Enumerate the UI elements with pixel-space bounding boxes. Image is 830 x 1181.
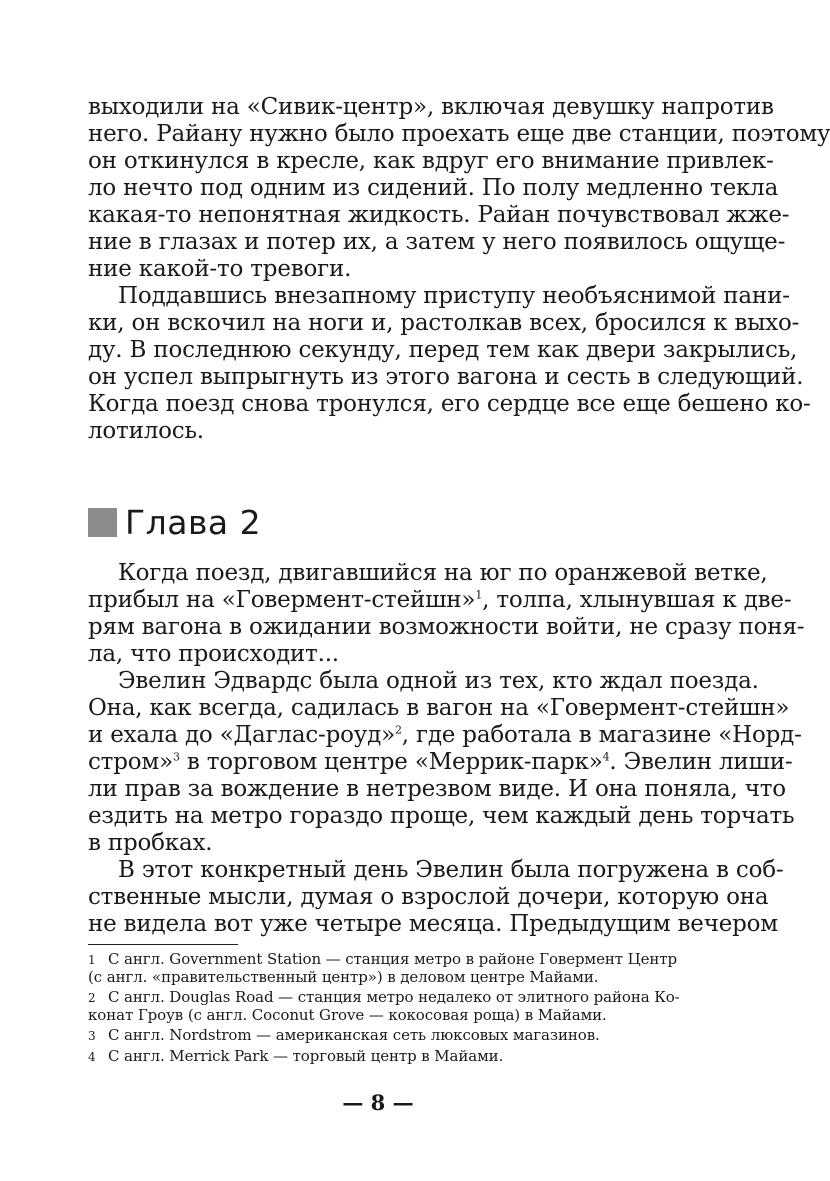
text-line: в пробках.	[88, 830, 213, 856]
footnote-line: С англ. Nordstrom — американская сеть люксовых магазинов.	[108, 1026, 600, 1044]
text-line: ние какой-то тревоги.	[88, 256, 352, 282]
text-line: стром»$^3$ в торговом центре «Меррик-парк»$^4$. Эвелин лиши-	[88, 749, 793, 775]
text-line: он откинулся в кресле, как вдруг его внимание привлек-	[88, 148, 774, 174]
text-line: не видела вот уже четыре месяца. Предыдущим вечером	[88, 911, 778, 937]
text-line: рям вагона в ожидании возможности войти, не сразу поня-	[88, 614, 805, 640]
footnote-line: С англ. Government Station — станция метро в районе Говермент Центр	[108, 950, 677, 968]
chapter-title: Глава 2	[125, 503, 262, 542]
text-line: Она, как всегда, садилась в вагон на «Говермент-стейшн»	[88, 695, 790, 721]
text-line: лотилось.	[88, 418, 204, 444]
text-line: прибыл на «Говермент-стейшн»$^1$, толпа, хлынувшая к две-	[88, 587, 792, 613]
text-line: него. Райану нужно было проехать еще две станции, поэтому	[88, 121, 830, 147]
footnote-line: конат Гроув (с англ. Coconut Grove — кокосовая роща) в Майами.	[88, 1006, 607, 1024]
text-line: какая-то непонятная жидкость. Райан почувствовал жже-	[88, 202, 790, 228]
text-line: ло нечто под одним из сидений. По полу медленно текла	[88, 175, 779, 201]
text-line: и ехала до «Даглас-роуд»$^2$, где работала в магазине «Норд-	[88, 722, 802, 748]
footnote-number: 4	[88, 1050, 96, 1064]
text-line: Когда поезд, двигавшийся на юг по оранжевой ветке,	[118, 560, 768, 586]
footnote-line: С англ. Merrick Park — торговый центр в Майами.	[108, 1047, 504, 1065]
footnote-ref: 4	[602, 750, 610, 764]
text-line: он успел выпрыгнуть из этого вагона и сесть в следующий.	[88, 364, 804, 390]
text-line: В этот конкретный день Эвелин была погружена в соб-	[118, 857, 784, 883]
text-line: ездить на метро гораздо проще, чем каждый день торчать	[88, 803, 795, 829]
footnote-ref: 1	[475, 588, 483, 602]
text-line: Эвелин Эдвардс была одной из тех, кто ждал поезда.	[118, 668, 759, 694]
text-line: ду. В последнюю секунду, перед тем как двери закрылись,	[88, 337, 798, 363]
footnote-number: 1	[88, 953, 96, 967]
footnote-number: 3	[88, 1029, 96, 1043]
chapter-marker-square	[88, 508, 117, 537]
text-line: ки, он вскочил на ноги и, растолкав всех, бросился к выхо-	[88, 310, 800, 336]
text-line: Поддавшись внезапному приступу необъяснимой пани-	[118, 283, 790, 309]
footnote-ref: 2	[394, 723, 402, 737]
text-line: ла, что происходит...	[88, 641, 339, 667]
text-line: ние в глазах и потер их, а затем у него появилось ощуще-	[88, 229, 786, 255]
footnote-line: (с англ. «правительственный центр») в деловом центре Майами.	[88, 968, 599, 986]
text-line: Когда поезд снова тронулся, его сердце все еще бешено ко-	[88, 391, 811, 417]
footnote-ref: 3	[172, 750, 180, 764]
text-line: ственные мысли, думая о взрослой дочери, которую она	[88, 884, 769, 910]
chapter-heading	[88, 503, 261, 542]
footnote-line: С англ. Douglas Road — станция метро недалеко от элитного района Ко-	[108, 988, 680, 1006]
footnote-number: 2	[88, 991, 96, 1005]
footnote-divider	[88, 944, 238, 945]
text-line: выходили на «Сивик-центр», включая девушку напротив	[88, 94, 774, 120]
text-line: ли прав за вождение в нетрезвом виде. И она поняла, что	[88, 776, 786, 802]
page-number: — 8 —	[342, 1090, 414, 1115]
